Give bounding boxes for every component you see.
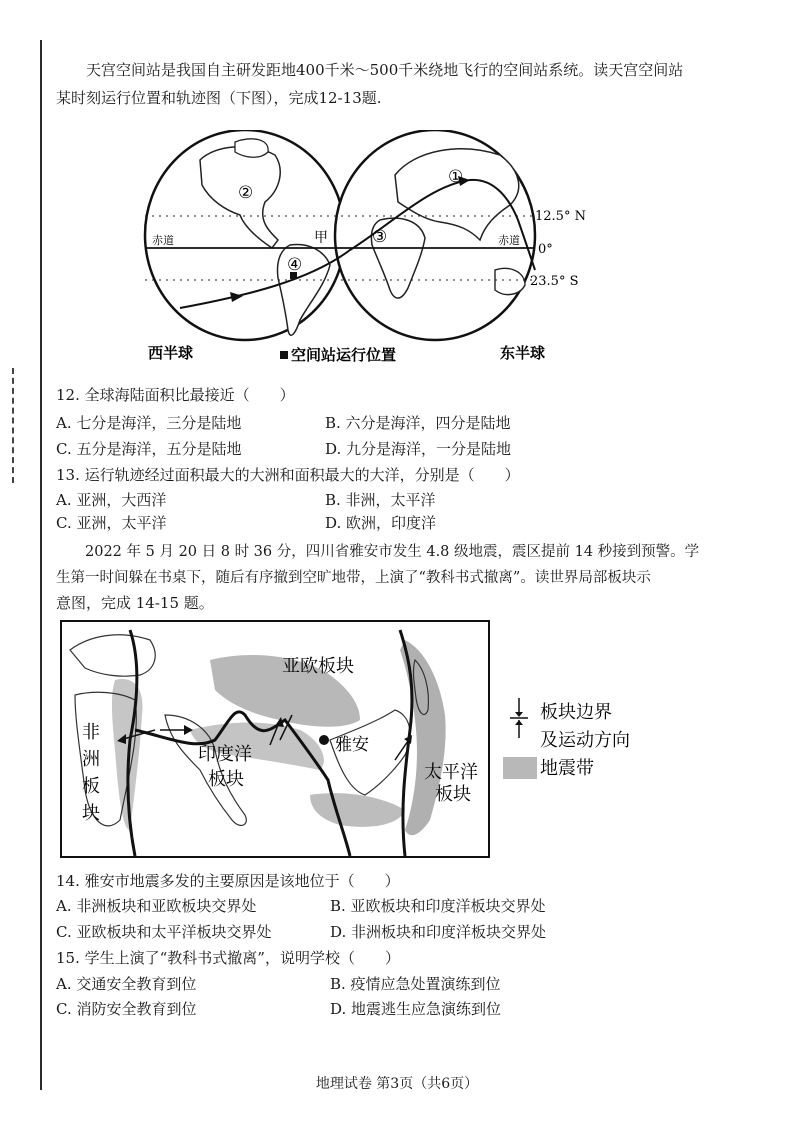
east-hemisphere-label: 东半球	[500, 344, 546, 362]
indian-plate-label-2: 板块	[208, 769, 244, 790]
african-plate-label-4: 块	[82, 803, 100, 824]
equator-label-left: 赤道	[152, 234, 174, 247]
marker-jia: 甲	[314, 230, 328, 246]
legend-quake-label: 地震带	[540, 758, 594, 779]
marker-3: ③	[372, 227, 388, 247]
q15-option-c[interactable]: C. 消防安全教育到位	[56, 1000, 197, 1018]
legend-boundary-label-1: 板块边界	[540, 702, 612, 723]
yaan-marker	[319, 735, 329, 745]
plate-map-figure	[60, 620, 730, 860]
marker-2: ②	[238, 183, 254, 203]
hemispheres-figure	[140, 130, 590, 375]
latitude-0: 0°	[538, 242, 553, 257]
legend-station-label: 空间站运行位置	[291, 346, 397, 364]
q13-option-d[interactable]: D. 欧洲，印度洋	[325, 514, 437, 532]
q14-option-d[interactable]: D. 非洲板块和印度洋板块交界处	[330, 923, 547, 941]
passage-1-line-1: 天宫空间站是我国自主研发距地400千米～500千米绕地飞行的空间站系统。读天宫空间站	[86, 61, 684, 79]
west-hemisphere-label: 西半球	[148, 344, 194, 362]
q14-option-b[interactable]: B. 亚欧板块和印度洋板块交界处	[330, 897, 546, 915]
q14-option-c[interactable]: C. 亚欧板块和太平洋板块交界处	[56, 923, 272, 941]
q12-option-d[interactable]: D. 九分是海洋，一分是陆地	[325, 440, 512, 458]
legend-boundary-icon	[510, 698, 528, 738]
african-plate-label-3: 板	[82, 776, 100, 797]
q12-stem: 12. 全球海陆面积比最接近（ ）	[56, 386, 295, 404]
passage-1-line-2: 某时刻运行位置和轨迹图（下图），完成12-13题.	[56, 89, 382, 107]
legend-boundary-label-2: 及运动方向	[540, 730, 630, 751]
marker-4: ④	[287, 255, 303, 275]
q13-option-b[interactable]: B. 非洲，太平洋	[325, 491, 436, 509]
q14-stem: 14. 雅安市地震多发的主要原因是该地位于（ ）	[56, 872, 400, 890]
q12-option-b[interactable]: B. 六分是海洋，四分是陆地	[325, 414, 511, 432]
legend-square-icon	[280, 351, 288, 359]
legend-quake-swatch	[503, 757, 537, 779]
yaan-label: 雅安	[335, 735, 369, 755]
page-footer: 地理试卷 第3页（共6页）	[315, 1076, 479, 1092]
passage-2-line-2: 生第一时间躲在书桌下，随后有序撤到空旷地带，上演了“教科书式撤离”。读世界局部板块示	[56, 570, 651, 586]
q13-option-c[interactable]: C. 亚洲，太平洋	[56, 514, 167, 532]
pacific-plate-label-2: 板块	[435, 784, 471, 805]
q15-option-b[interactable]: B. 疫情应急处置演练到位	[330, 975, 501, 993]
binding-margin-line	[40, 40, 42, 1090]
passage-2-line-3: 意图，完成 14-15 题。	[56, 594, 214, 612]
greenland-land	[235, 139, 268, 157]
q12-option-c[interactable]: C. 五分是海洋，五分是陆地	[56, 440, 242, 458]
marker-1: ①	[448, 167, 464, 187]
eurasian-plate-label: 亚欧板块	[282, 656, 354, 677]
q13-option-a[interactable]: A. 亚洲，大西洋	[56, 491, 167, 509]
q15-option-d[interactable]: D. 地震逃生应急演练到位	[330, 1000, 502, 1018]
q12-option-a[interactable]: A. 七分是海洋，三分是陆地	[56, 414, 242, 432]
pacific-plate-label-1: 太平洋	[424, 762, 478, 783]
latitude-23-5s: 23.5° S	[530, 274, 579, 289]
passage-2-line-1: 2022 年 5 月 20 日 8 时 36 分，四川省雅安市发生 4.8 级地震，震区提前 14 秒接到预警。学	[85, 544, 700, 560]
q15-stem: 15. 学生上演了“教科书式撤离”，说明学校（ ）	[56, 949, 400, 967]
cut-line	[12, 368, 15, 483]
african-plate-label-2: 洲	[82, 749, 100, 770]
q15-option-a[interactable]: A. 交通安全教育到位	[56, 975, 197, 993]
equator-label-right: 赤道	[498, 234, 520, 247]
q14-option-a[interactable]: A. 非洲板块和亚欧板块交界处	[56, 897, 257, 915]
indian-plate-label-1: 印度洋	[198, 744, 252, 765]
latitude-12-5n: 12.5° N	[535, 209, 586, 224]
q13-stem: 13. 运行轨迹经过面积最大的大洲和面积最大的大洋，分别是（ ）	[56, 466, 520, 484]
african-plate-label-1: 非	[82, 722, 100, 743]
